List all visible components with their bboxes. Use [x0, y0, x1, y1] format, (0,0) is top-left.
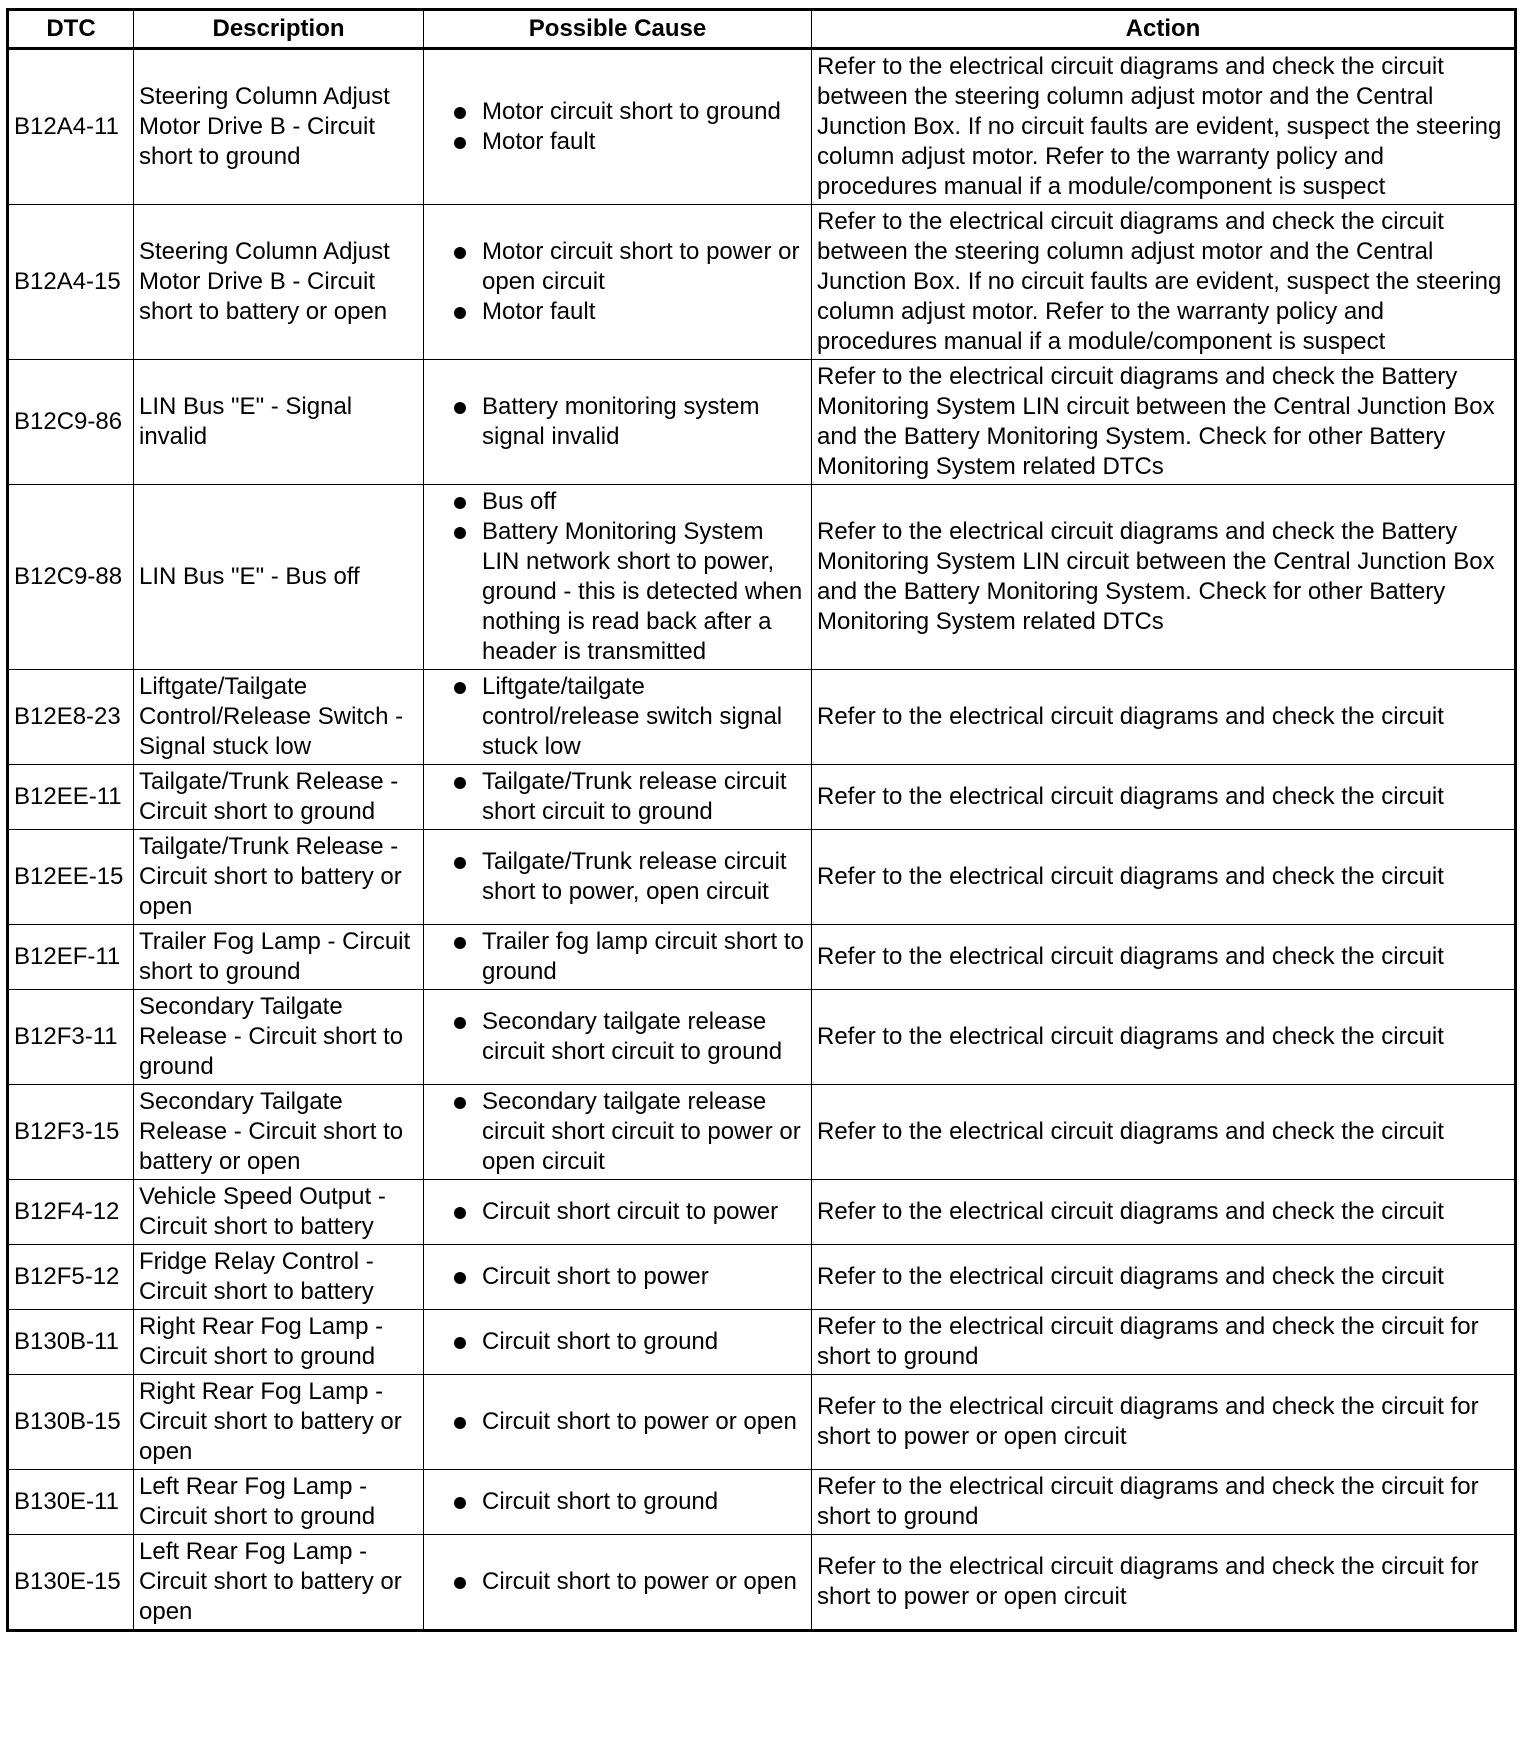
action-cell: Refer to the electrical circuit diagrams and check the Battery Monitoring System LIN circuit between the Central Junction Box and the Battery Monitoring System. Check for other Battery Monitoring System related DTCs [812, 360, 1516, 485]
action-cell: Refer to the electrical circuit diagrams and check the circuit [812, 1245, 1516, 1310]
table-row [8, 1310, 1516, 1375]
description-cell: Right Rear Fog Lamp - Circuit short to ground [134, 1310, 424, 1375]
action-cell: Refer to the electrical circuit diagrams and check the circuit for short to ground [812, 1470, 1516, 1535]
possible-cause-cell [424, 1245, 812, 1310]
possible-cause-cell [424, 765, 812, 830]
description-cell: LIN Bus "E" - Signal invalid [134, 360, 424, 485]
cause-list-item: Liftgate/tailgate control/release switch signal stuck low [429, 672, 806, 762]
possible-cause-cell [424, 1535, 812, 1631]
action-cell: Refer to the electrical circuit diagrams and check the circuit between the steering column adjust motor and the Central Junction Box. If no circuit faults are evident, suspect the steering column adjust motor. Refer to the warranty policy and procedures manual if a module/component is suspect [812, 205, 1516, 360]
action-cell: Refer to the electrical circuit diagrams and check the circuit for short to power or open circuit [812, 1535, 1516, 1631]
table-row [8, 1180, 1516, 1245]
description-cell: Trailer Fog Lamp - Circuit short to ground [134, 925, 424, 990]
table-row [8, 1535, 1516, 1631]
dtc-code-cell: B12F5-12 [8, 1245, 134, 1310]
cause-list-item: Bus off [429, 487, 806, 517]
action-cell: Refer to the electrical circuit diagrams and check the circuit [812, 1180, 1516, 1245]
cause-list-item: Circuit short to power or open [429, 1567, 806, 1597]
cause-list-item: Motor circuit short to ground [429, 97, 806, 127]
table-row [8, 990, 1516, 1085]
cause-list [429, 1197, 806, 1227]
table-header-row [8, 10, 1516, 49]
cause-list [429, 927, 806, 987]
action-cell: Refer to the electrical circuit diagrams and check the circuit between the steering column adjust motor and the Central Junction Box. If no circuit faults are evident, suspect the steering column adjust motor. Refer to the warranty policy and procedures manual if a module/component is suspect [812, 49, 1516, 205]
possible-cause-cell [424, 1310, 812, 1375]
action-cell: Refer to the electrical circuit diagrams and check the circuit [812, 925, 1516, 990]
possible-cause-cell [424, 1375, 812, 1470]
table-row [8, 830, 1516, 925]
possible-cause-cell [424, 49, 812, 205]
dtc-code-cell: B12F4-12 [8, 1180, 134, 1245]
action-cell: Refer to the electrical circuit diagrams and check the Battery Monitoring System LIN circuit between the Central Junction Box and the Battery Monitoring System. Check for other Battery Monitoring System related DTCs [812, 485, 1516, 670]
cause-list [429, 237, 806, 327]
cause-list [429, 767, 806, 827]
cause-list-item: Battery Monitoring System LIN network short to power, ground - this is detected when nothing is read back after a header is transmitted [429, 517, 806, 667]
cause-list [429, 847, 806, 907]
table-row [8, 205, 1516, 360]
cause-list-item: Secondary tailgate release circuit short circuit to ground [429, 1007, 806, 1067]
cause-list [429, 487, 806, 667]
action-cell: Refer to the electrical circuit diagrams and check the circuit [812, 670, 1516, 765]
cause-list-item: Motor fault [429, 127, 806, 157]
cause-list-item: Battery monitoring system signal invalid [429, 392, 806, 452]
action-cell: Refer to the electrical circuit diagrams and check the circuit [812, 990, 1516, 1085]
possible-cause-cell [424, 205, 812, 360]
description-cell: Steering Column Adjust Motor Drive B - Circuit short to ground [134, 49, 424, 205]
cause-list [429, 392, 806, 452]
header-possible-cause: Possible Cause [424, 10, 812, 49]
cause-list [429, 672, 806, 762]
cause-list-item: Circuit short to power or open [429, 1407, 806, 1437]
table-row [8, 925, 1516, 990]
cause-list-item: Circuit short to ground [429, 1327, 806, 1357]
header-description: Description [134, 10, 424, 49]
description-cell: Secondary Tailgate Release - Circuit short to battery or open [134, 1085, 424, 1180]
cause-list [429, 1327, 806, 1357]
cause-list [429, 97, 806, 157]
dtc-code-cell: B130B-11 [8, 1310, 134, 1375]
header-action: Action [812, 10, 1516, 49]
table-body [8, 49, 1516, 1631]
dtc-code-cell: B12EF-11 [8, 925, 134, 990]
table-row [8, 1375, 1516, 1470]
possible-cause-cell [424, 925, 812, 990]
description-cell: Left Rear Fog Lamp - Circuit short to ground [134, 1470, 424, 1535]
dtc-code-cell: B12A4-15 [8, 205, 134, 360]
possible-cause-cell [424, 485, 812, 670]
dtc-code-cell: B12C9-86 [8, 360, 134, 485]
possible-cause-cell [424, 1180, 812, 1245]
dtc-code-cell: B12F3-15 [8, 1085, 134, 1180]
dtc-table-container [6, 8, 1514, 1632]
table-row [8, 1245, 1516, 1310]
cause-list-item: Tailgate/Trunk release circuit short to power, open circuit [429, 847, 806, 907]
cause-list-item: Motor circuit short to power or open circuit [429, 237, 806, 297]
cause-list-item: Motor fault [429, 297, 806, 327]
action-cell: Refer to the electrical circuit diagrams and check the circuit [812, 765, 1516, 830]
description-cell: Left Rear Fog Lamp - Circuit short to battery or open [134, 1535, 424, 1631]
header-dtc: DTC [8, 10, 134, 49]
table-row [8, 1470, 1516, 1535]
possible-cause-cell [424, 1470, 812, 1535]
table-row [8, 765, 1516, 830]
dtc-table [6, 8, 1517, 1632]
action-cell: Refer to the electrical circuit diagrams and check the circuit for short to ground [812, 1310, 1516, 1375]
description-cell: Fridge Relay Control - Circuit short to battery [134, 1245, 424, 1310]
dtc-code-cell: B130B-15 [8, 1375, 134, 1470]
table-row [8, 360, 1516, 485]
cause-list-item: Tailgate/Trunk release circuit short circuit to ground [429, 767, 806, 827]
action-cell: Refer to the electrical circuit diagrams and check the circuit [812, 830, 1516, 925]
dtc-code-cell: B12EE-11 [8, 765, 134, 830]
possible-cause-cell [424, 360, 812, 485]
cause-list-item: Circuit short to ground [429, 1487, 806, 1517]
action-cell: Refer to the electrical circuit diagrams and check the circuit [812, 1085, 1516, 1180]
description-cell: Tailgate/Trunk Release - Circuit short to ground [134, 765, 424, 830]
dtc-code-cell: B130E-11 [8, 1470, 134, 1535]
cause-list [429, 1407, 806, 1437]
possible-cause-cell [424, 830, 812, 925]
cause-list [429, 1262, 806, 1292]
dtc-code-cell: B12E8-23 [8, 670, 134, 765]
cause-list-item: Trailer fog lamp circuit short to ground [429, 927, 806, 987]
dtc-code-cell: B130E-15 [8, 1535, 134, 1631]
action-cell: Refer to the electrical circuit diagrams and check the circuit for short to power or open circuit [812, 1375, 1516, 1470]
description-cell: Liftgate/Tailgate Control/Release Switch - Signal stuck low [134, 670, 424, 765]
description-cell: Vehicle Speed Output - Circuit short to battery [134, 1180, 424, 1245]
dtc-code-cell: B12A4-11 [8, 49, 134, 205]
table-row [8, 670, 1516, 765]
dtc-code-cell: B12EE-15 [8, 830, 134, 925]
cause-list [429, 1007, 806, 1067]
dtc-code-cell: B12F3-11 [8, 990, 134, 1085]
cause-list [429, 1567, 806, 1597]
cause-list [429, 1087, 806, 1177]
description-cell: Right Rear Fog Lamp - Circuit short to battery or open [134, 1375, 424, 1470]
description-cell: Steering Column Adjust Motor Drive B - Circuit short to battery or open [134, 205, 424, 360]
cause-list [429, 1487, 806, 1517]
table-row [8, 485, 1516, 670]
cause-list-item: Circuit short to power [429, 1262, 806, 1292]
table-row [8, 49, 1516, 205]
cause-list-item: Secondary tailgate release circuit short circuit to power or open circuit [429, 1087, 806, 1177]
table-row [8, 1085, 1516, 1180]
description-cell: LIN Bus "E" - Bus off [134, 485, 424, 670]
dtc-code-cell: B12C9-88 [8, 485, 134, 670]
possible-cause-cell [424, 670, 812, 765]
description-cell: Tailgate/Trunk Release - Circuit short to battery or open [134, 830, 424, 925]
cause-list-item: Circuit short circuit to power [429, 1197, 806, 1227]
possible-cause-cell [424, 1085, 812, 1180]
possible-cause-cell [424, 990, 812, 1085]
description-cell: Secondary Tailgate Release - Circuit short to ground [134, 990, 424, 1085]
